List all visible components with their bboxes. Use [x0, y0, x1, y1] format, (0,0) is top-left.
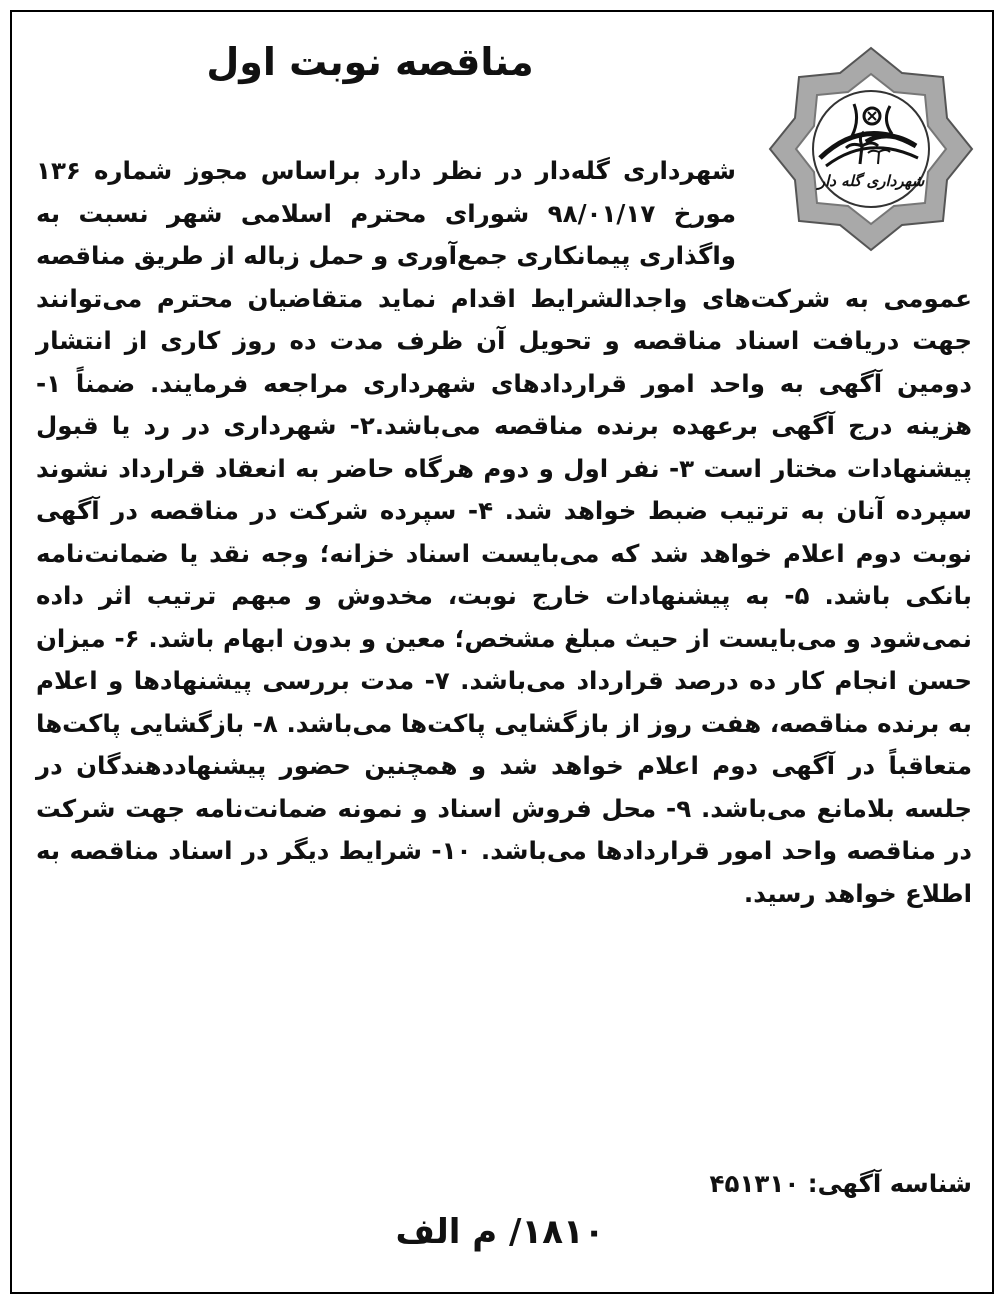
notice-title: مناقصه نوبت اول — [206, 40, 534, 84]
logo-spacer — [736, 150, 972, 275]
notice-body — [36, 150, 972, 915]
logo-text: شهرداری گله دار — [817, 172, 925, 190]
ad-id: شناسه آگهی: ۴۵۱۳۱۰ — [709, 1169, 972, 1198]
notice-body-text: شهرداری گله‌دار در نظر دارد براساس مجوز شماره ۱۳۶ مورخ ۹۸/۰۱/۱۷ شورای محترم اسلامی شهر نسبت به واگذاری پیمانکاری جمع‌آوری و حمل زباله از طریق مناقصه عمومی به شرکت‌های واجدالشرایط اقدام نماید متقاضیان محترم می‌توانند جهت دریافت اسناد مناقصه و تحویل آن ظرف مدت ده روز کاری از انتشار دومین آگهی به واحد امور قراردادهای شهرداری مراجعه فرمایند. ضمناً ۱- هزینه درج آگهی برعهده برنده مناقصه می‌باشد.۲- شهرداری در رد یا قبول پیشنهادات مختار است ۳- نفر اول و دوم هرگاه حاضر به انعقاد قرارداد نشوند سپرده آنان به ترتیب ضبط خواهد شد. ۴- سپرده شرکت در مناقصه در آگهی نوبت دوم اعلام خواهد شد که می‌بایست اسناد خزانه؛ وجه نقد یا ضمانت‌نامه بانکی باشد. ۵- به پیشنهادات خارج نوبت، مخدوش و مبهم ترتیب اثر داده نمی‌شود و می‌بایست از حیث مبلغ مشخص؛ معین و بدون ابهام باشد. ۶- میزان حسن انجام کار ده درصد قرارداد می‌باشد. ۷- مدت بررسی پیشنهادها و اعلام به برنده مناقصه، هفت روز از بازگشایی پاکت‌ها می‌باشد. ۸- بازگشایی پاکت‌ها متعاقباً در آگهی دوم اعلام خواهد شد و همچنین حضور پیشنهاددهندگان در جلسه بلامانع می‌باشد. ۹- محل فروش اسناد و نمونه ضمانت‌نامه جهت شرکت در مناقصه واحد امور قراردادها می‌باشد. ۱۰- شرایط دیگر در اسناد مناقصه به اطلاع خواهد رسید. — [36, 156, 973, 908]
footer-code: ۱۸۱۰/ م الف — [395, 1212, 605, 1252]
